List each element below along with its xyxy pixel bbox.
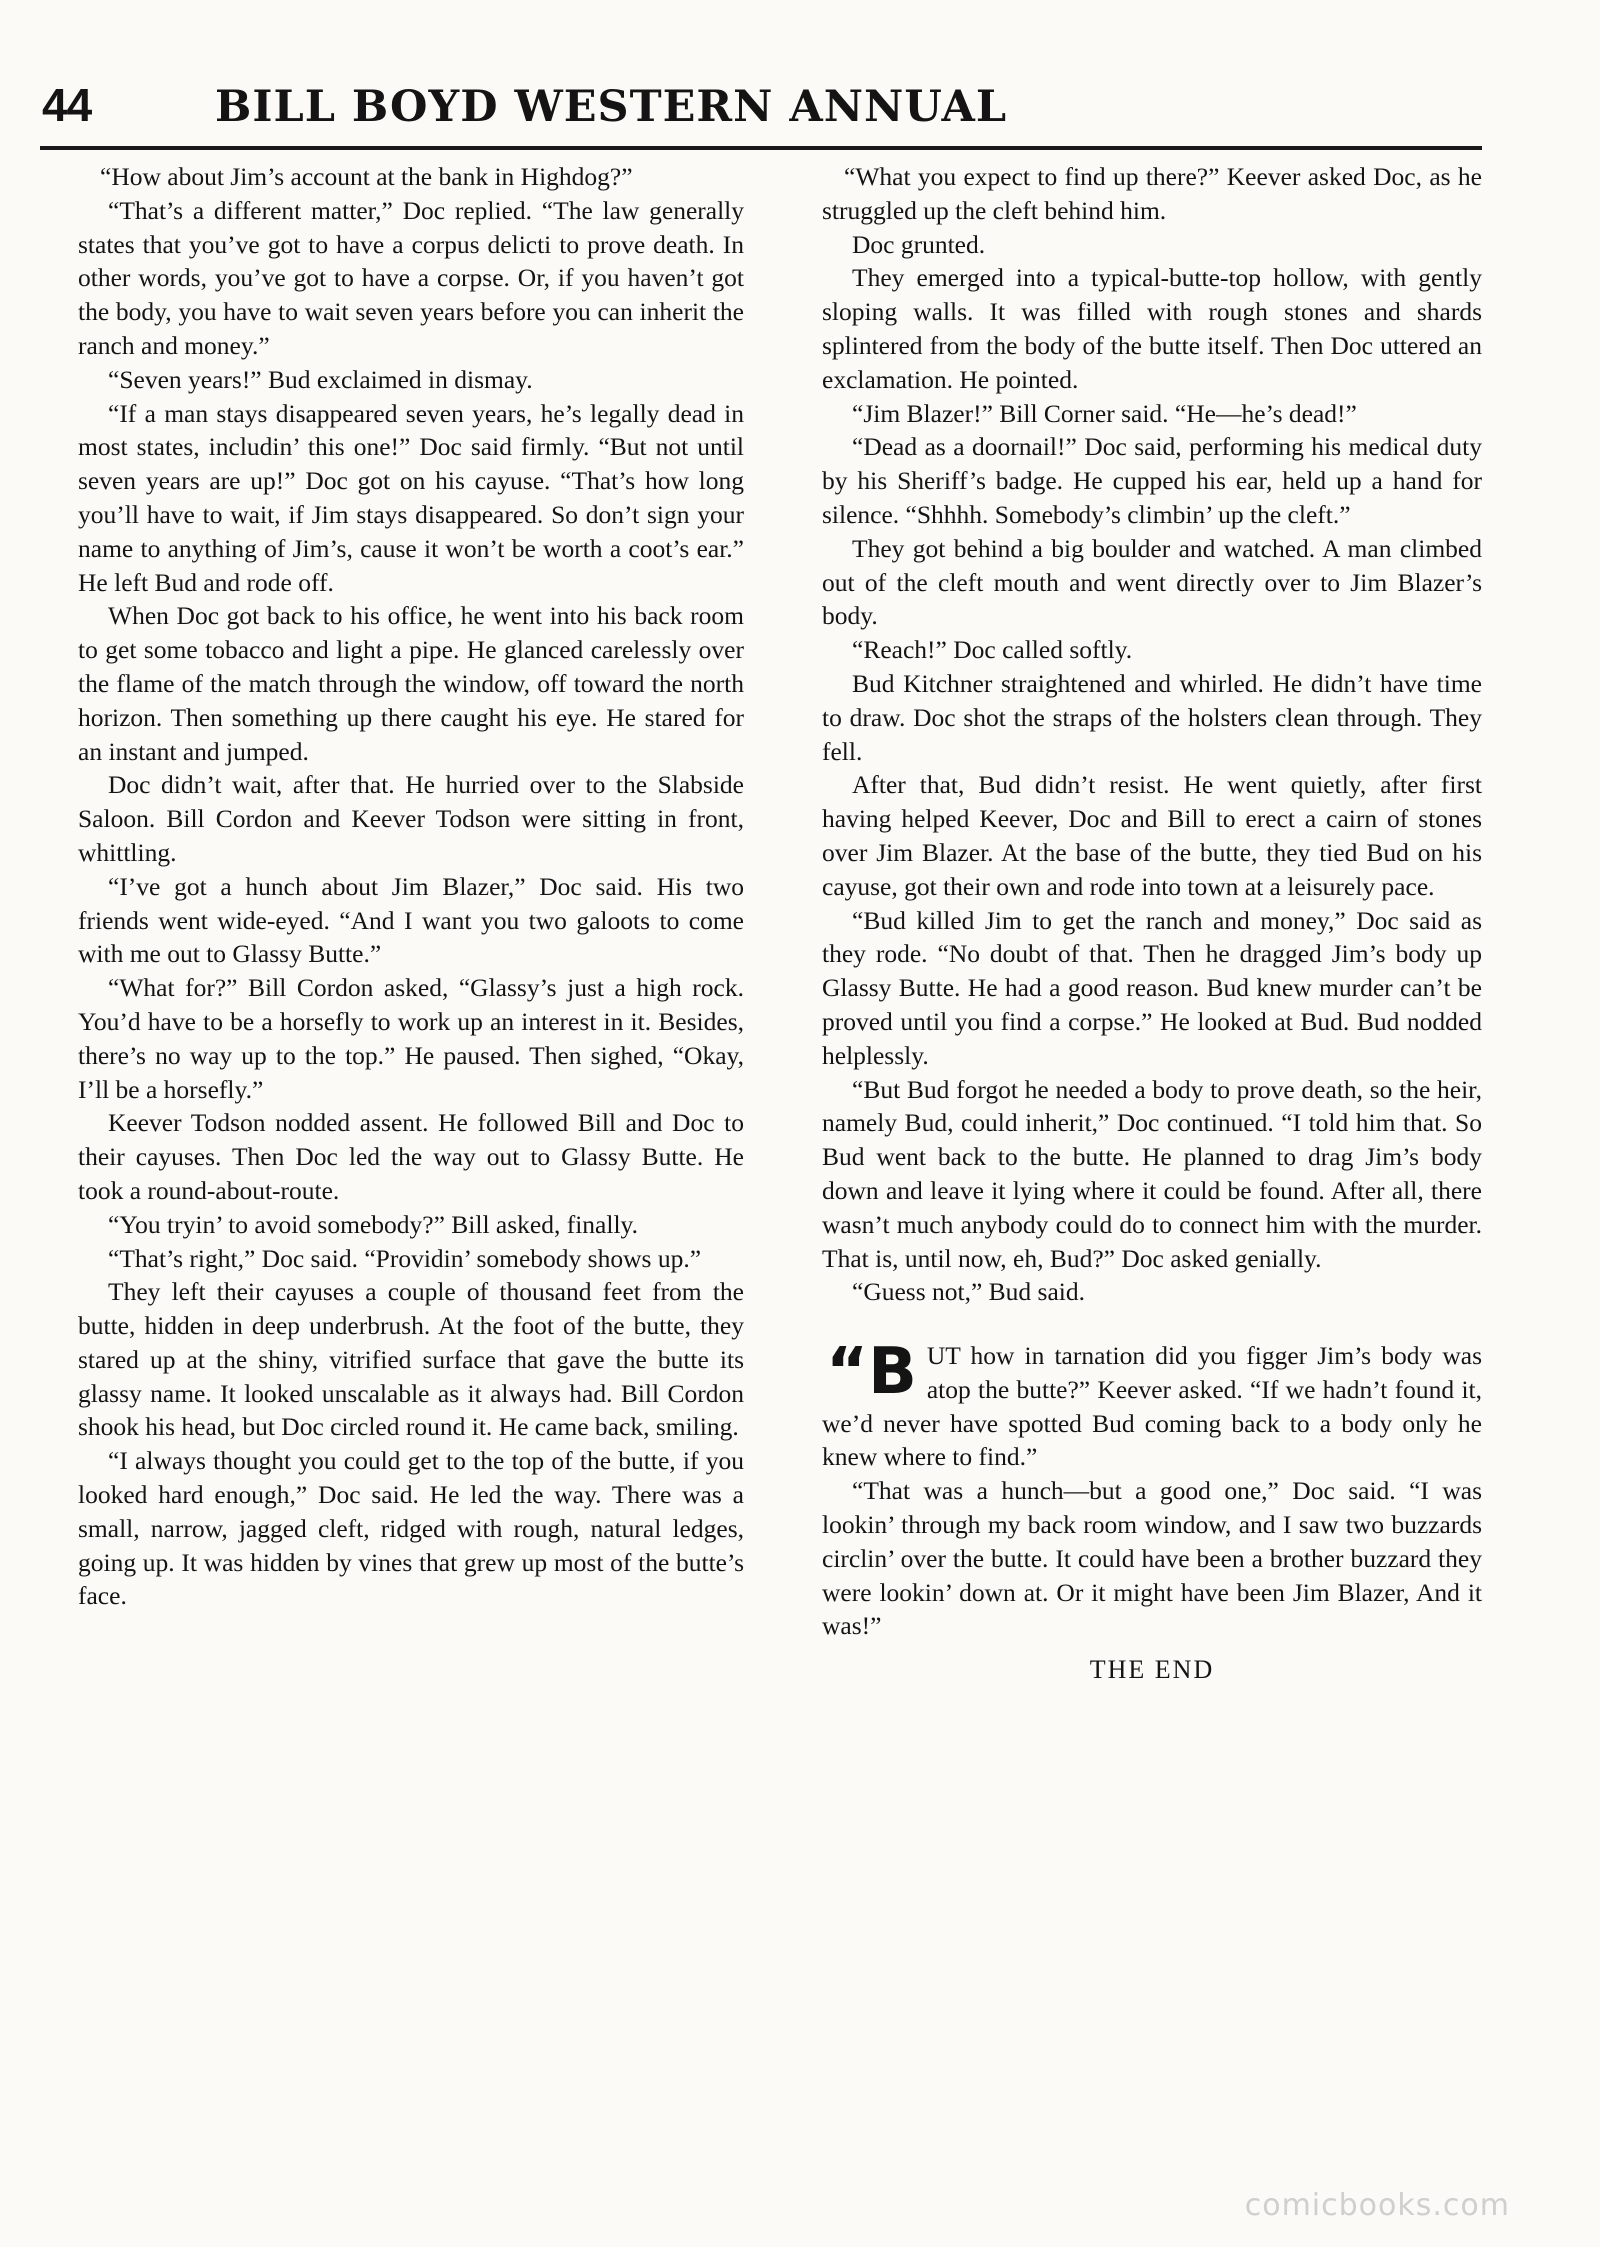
the-end: THE END bbox=[1089, 1655, 1215, 1685]
paragraph: Bud Kitchner straightened and whirled. He didn’t have time to draw. Doc shot the straps of the holsters clean through. They fell. bbox=[822, 668, 1482, 766]
paragraph: Doc grunted. bbox=[852, 229, 986, 259]
paragraph: “That was a hunch—but a good one,” Doc said. “I was lookin’ through my back room window, and I saw two buzzards circlin’ over the butte. It could have been a brother buzzard they were lookin’ down at. Or it might have been Jim Blazer, And it was!” bbox=[822, 1476, 1482, 1641]
paragraph: “Guess not,” Bud said. bbox=[852, 1277, 1086, 1307]
paragraph: “If a man stays disappeared seven years, he’s legally dead in most states, includin’ this one!” Doc said firmly. “But not until seven years are up!” Doc got on his cayuse. “That’s how long you’ll have to wait, if Jim stays disappeared. So don’t sign your name to anything of Jim’s, cause it won’t be worth a coot’s ear.” He left Bud and rode off. bbox=[78, 398, 744, 597]
paragraph: They emerged into a typical-butte-top hollow, with gently sloping walls. It was filled with rough stones and shards splintered from the body of the butte itself. Then Doc uttered an exclamation. He pointed. bbox=[822, 263, 1482, 394]
watermark: comicbooks.com bbox=[1244, 2188, 1510, 2223]
right-column bbox=[822, 160, 1482, 1687]
paragraph: “But Bud forgot he needed a body to prove death, so the heir, namely Bud, could inherit,” Doc continued. “I told him that. So Bud went back to the butte. He planned to drag Jim’s body down and leave it lying where it could be found. After all, there wasn’t much anybody could do to connect him with the murder. That is, until now, eh, Bud?” Doc asked genially. bbox=[822, 1074, 1482, 1273]
paragraph: “Reach!” Doc called softly. bbox=[852, 635, 1133, 665]
paragraph: They got behind a big boulder and watched. A man climbed out of the cleft mouth and went directly over to Jim Blazer’s body. bbox=[822, 533, 1482, 631]
paragraph: Keever Todson nodded assent. He followed Bill and Doc to their cayuses. Then Doc led the way out to Glassy Butte. He took a round-about-route. bbox=[78, 1108, 744, 1205]
paragraph: “Seven years!” Bud exclaimed in dismay. bbox=[108, 364, 533, 394]
paragraph: “Bud killed Jim to get the ranch and money,” Doc said as they rode. “No doubt of that. Then he dragged Jim’s body up Glassy Butte. He had a good reason. Bud knew murder can’t be proved until you find a corpse.” He looked at Bud. Bud nodded helplessly. bbox=[822, 905, 1482, 1070]
page-number: 44 bbox=[42, 79, 92, 131]
dropcap-paragraph bbox=[822, 1335, 1482, 1474]
paragraph: Doc didn’t wait, after that. He hurried over to the Slabside Saloon. Bill Cordon and Keever Todson were sitting in front, whittling. bbox=[78, 770, 744, 867]
paragraph: When Doc got back to his office, he went into his back room to get some tobacco and light a pipe. He glanced carelessly over the flame of the match through the window, off toward the north horizon. Then something up there caught his eye. He stared for an instant and jumped. bbox=[78, 601, 744, 766]
dropcap-letter: “B bbox=[826, 1335, 917, 1410]
dropcap-paragraph-text: UT how in tarnation did you figger Jim’s body was atop the butte?” Keever asked. “If we hadn’t found it, we’d never have spotted Bud coming back to a body only he knew where to find.” bbox=[822, 1341, 1482, 1472]
paragraph: “You tryin’ to avoid somebody?” Bill asked, finally. bbox=[108, 1209, 638, 1239]
paragraph: “I’ve got a hunch about Jim Blazer,” Doc said. His two friends went wide-eyed. “And I want you two galoots to come with me out to Glassy Butte.” bbox=[78, 871, 744, 969]
paragraph: “Jim Blazer!” Bill Corner said. “He—he’s dead!” bbox=[852, 398, 1357, 428]
header-rule bbox=[40, 146, 1482, 150]
paragraph: They left their cayuses a couple of thousand feet from the butte, hidden in deep underbrush. At the foot of the butte, they stared up at the shiny, vitrified surface that gave the butte its glassy name. It looked unscalable as it always had. Bill Cordon shook his head, but Doc circled round it. He came back, smiling. bbox=[78, 1277, 744, 1442]
paragraph: “I always thought you could get to the top of the butte, if you looked hard enough,” Doc said. He led the way. There was a small, narrow, jagged cleft, ridged with rough, natural ledges, going up. It was hidden by vines that grew up most of the butte’s face. bbox=[78, 1446, 744, 1611]
paragraph: “That’s a different matter,” Doc replied. “The law generally states that you’ve got to have a corpus delicti to prove death. In other words, you’ve got to have a corpse. Or, if you haven’t got the body, you have to wait seven years before you can inherit the ranch and money.” bbox=[78, 195, 744, 360]
paragraph: “What for?” Bill Cordon asked, “Glassy’s just a high rock. You’d have to be a horsefly to work up an interest in it. Besides, there’s no way up to the top.” He paused. Then sighed, “Okay, I’ll be a horsefly.” bbox=[78, 973, 744, 1104]
paragraph: “That’s right,” Doc said. “Providin’ somebody shows up.” bbox=[108, 1243, 702, 1273]
paragraph: After that, Bud didn’t resist. He went quietly, after first having helped Keever, Doc and Bill to erect a cairn of stones over Jim Blazer. At the base of the butte, they tied Bud on his cayuse, got their own and rode into town at a leisurely pace. bbox=[822, 770, 1482, 901]
paragraph: “How about Jim’s account at the bank in Highdog?” bbox=[100, 162, 633, 191]
paragraph: “What you expect to find up there?” Keever asked Doc, as he struggled up the cleft behind him. bbox=[822, 162, 1482, 225]
paragraph: “Dead as a doornail!” Doc said, performing his medical duty by his Sheriff’s badge. He cupped his ear, held up a hand for silence. “Shhhh. Somebody’s climbin’ up the cleft.” bbox=[822, 432, 1482, 529]
left-column bbox=[78, 160, 744, 1613]
running-head: BILL BOYD WESTERN ANNUAL bbox=[215, 82, 1008, 132]
